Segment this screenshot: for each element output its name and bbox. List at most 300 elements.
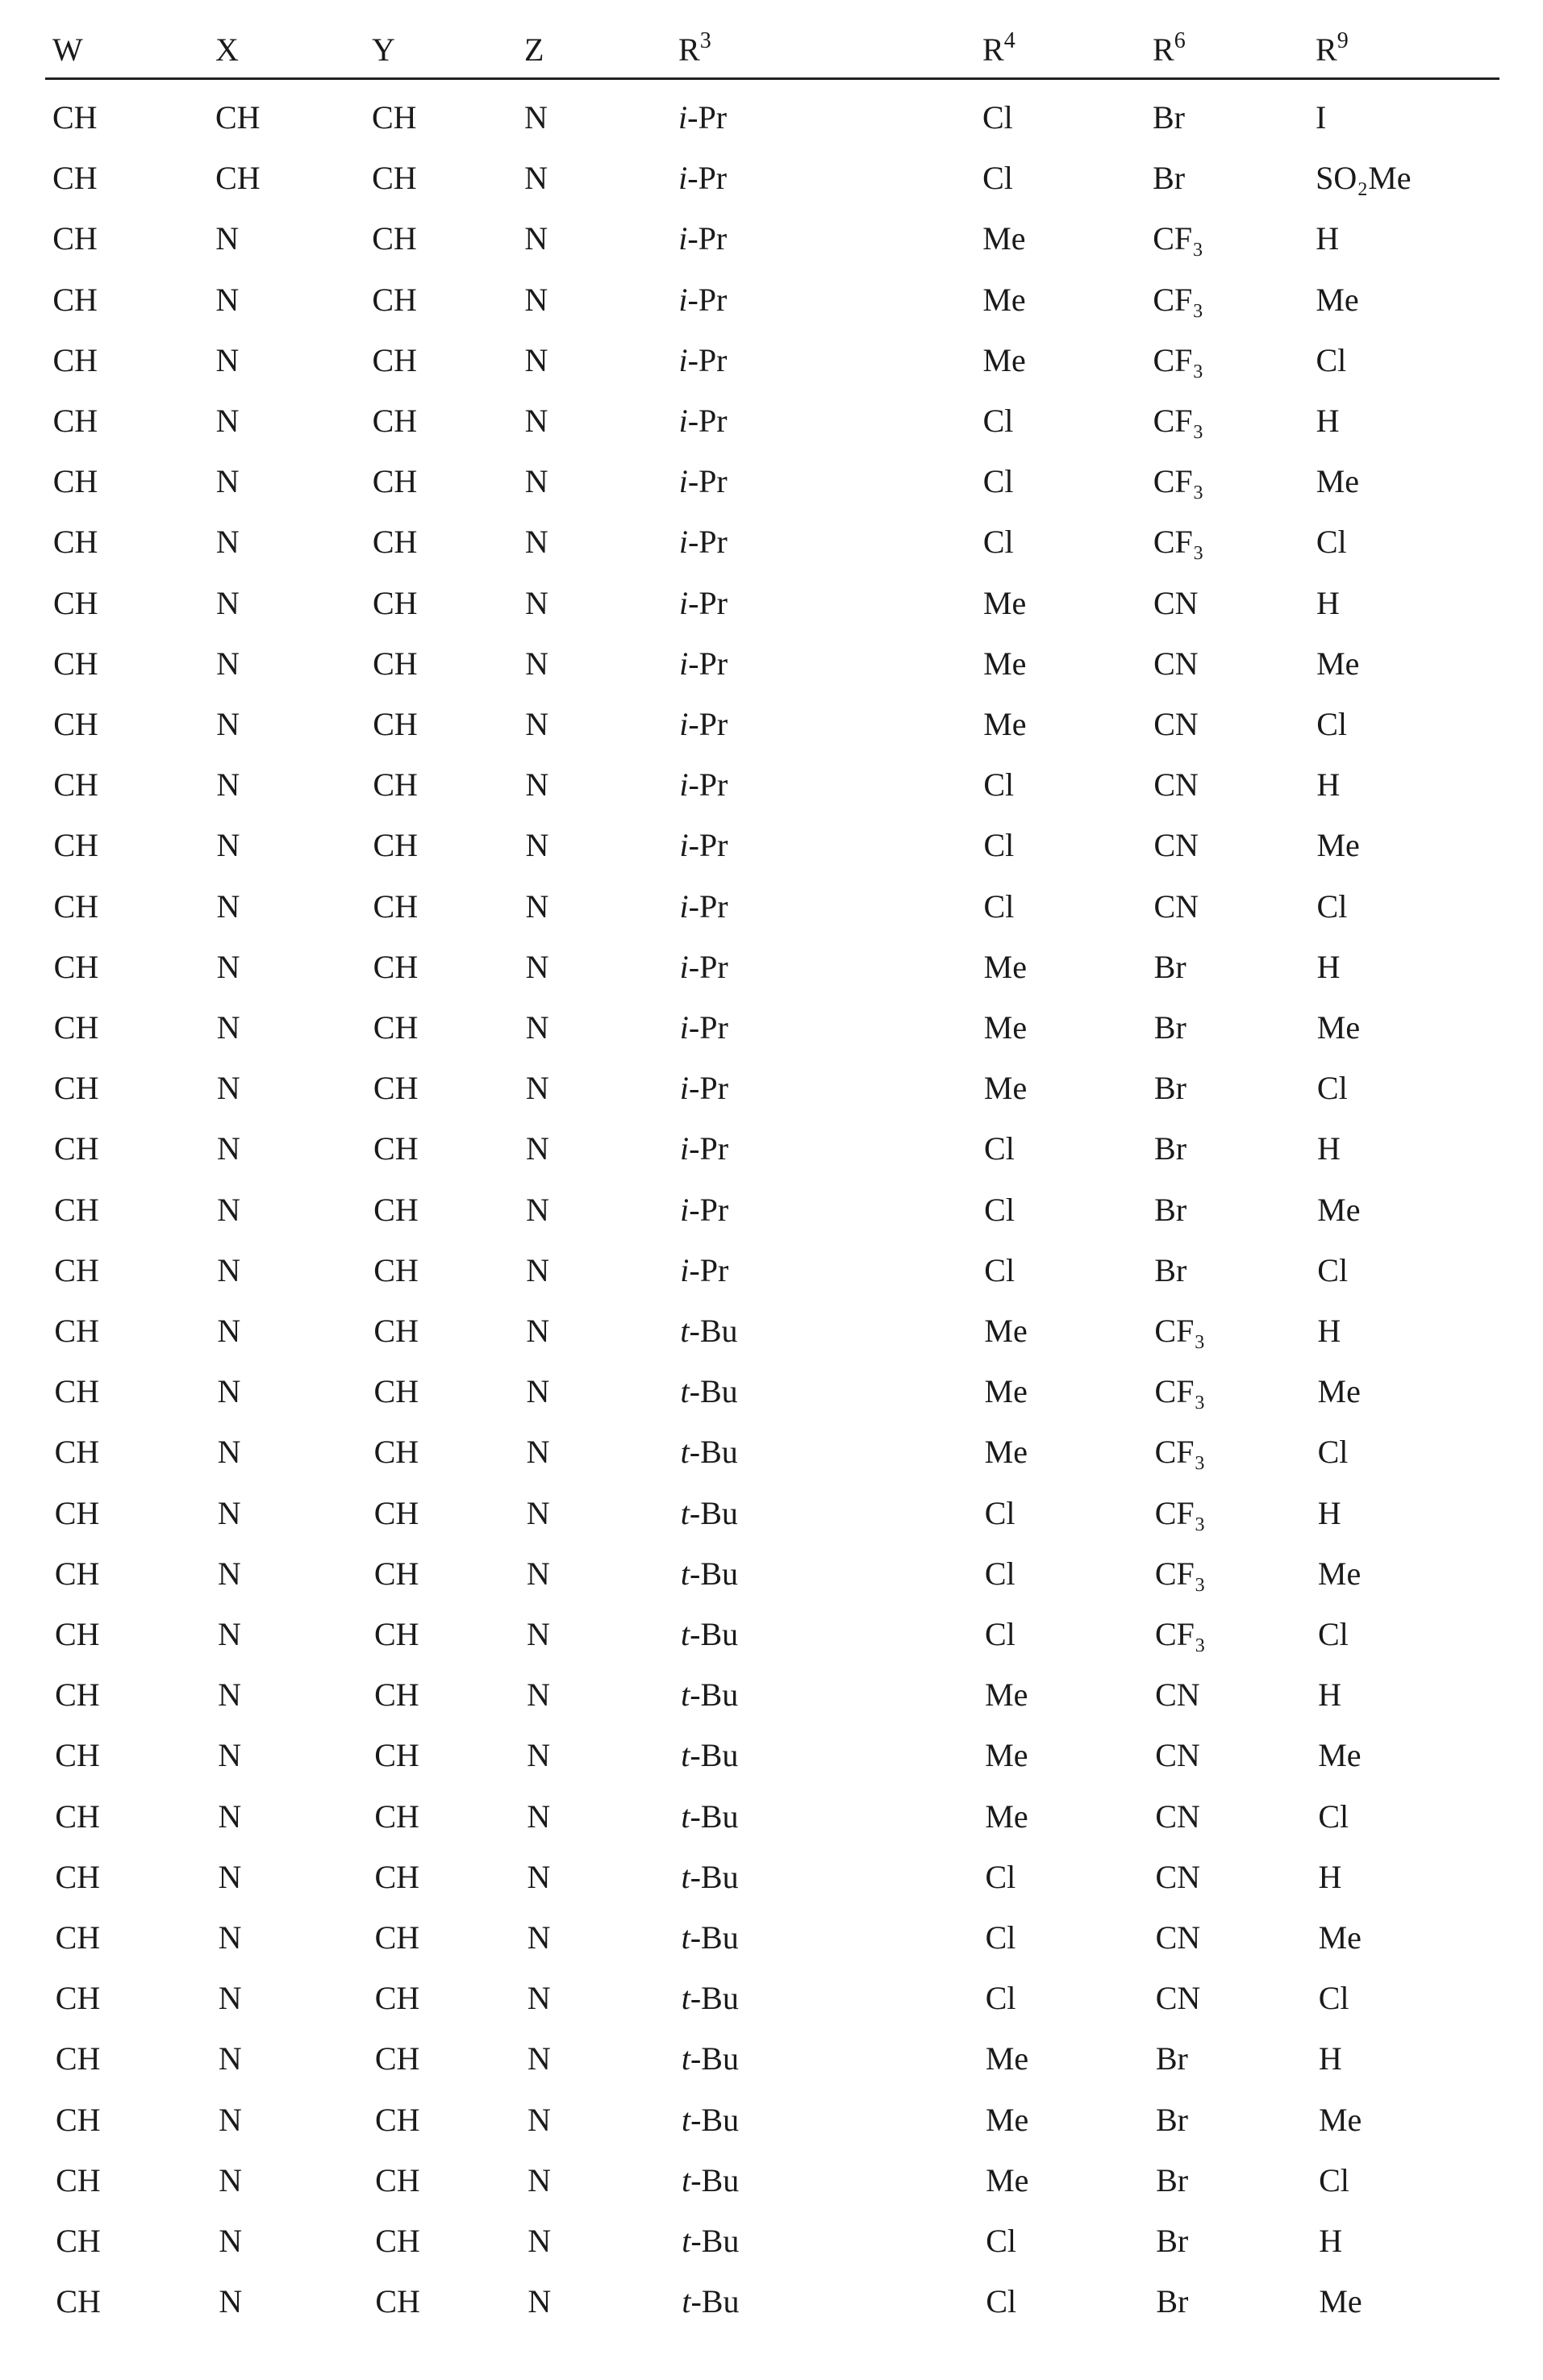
cell-y: CH	[374, 1494, 419, 1532]
cell-z: N	[524, 281, 548, 319]
cell-r9: H	[1316, 584, 1340, 622]
cell-y: CH	[372, 159, 417, 197]
cell-r4: Cl	[984, 887, 1015, 925]
table-row	[0, 281, 1543, 341]
cell-x: N	[215, 281, 239, 319]
cell-r9: Me	[1318, 1736, 1361, 1774]
cell-r4: Me	[985, 1676, 1028, 1714]
cell-r4: Me	[985, 1372, 1028, 1410]
cell-z: N	[527, 1372, 550, 1410]
cell-x: N	[219, 2282, 242, 2320]
cell-r3: t-Bu	[682, 2161, 739, 2199]
cell-w: CH	[54, 948, 99, 986]
table-row	[0, 1858, 1543, 1919]
cell-x: N	[219, 2222, 242, 2260]
cell-w: CH	[54, 1129, 99, 1167]
cell-r4: Cl	[986, 1919, 1016, 1956]
cell-y: CH	[373, 1191, 419, 1229]
table-row	[0, 1979, 1543, 2040]
cell-w: CH	[55, 1676, 100, 1714]
cell-z: N	[527, 1798, 550, 1835]
cell-x: N	[215, 341, 239, 379]
cell-r9: I	[1316, 98, 1326, 136]
cell-x: N	[219, 2101, 242, 2139]
cell-z: N	[525, 705, 548, 743]
cell-r3: i-Pr	[678, 341, 727, 379]
cell-r4: Cl	[986, 2282, 1016, 2320]
cell-r6: Br	[1154, 1191, 1186, 1229]
cell-y: CH	[375, 1979, 420, 2017]
cell-r4: Me	[986, 2161, 1028, 2199]
cell-w: CH	[54, 887, 99, 925]
cell-r6: CF₃	[1153, 523, 1204, 561]
cell-w: CH	[53, 402, 98, 440]
cell-y: CH	[375, 2101, 420, 2139]
cell-r4: Cl	[982, 98, 1013, 136]
cell-r9: Cl	[1316, 523, 1347, 561]
column-header-r9	[1316, 31, 1349, 71]
cell-r6: Br	[1156, 2222, 1188, 2260]
cell-r6: Br	[1156, 2101, 1188, 2139]
cell-w: CH	[54, 1069, 99, 1107]
cell-z: N	[524, 159, 548, 197]
cell-r4: Cl	[983, 766, 1014, 804]
cell-r4: Cl	[983, 523, 1014, 561]
cell-w: CH	[54, 1191, 99, 1229]
cell-y: CH	[373, 766, 418, 804]
cell-y: CH	[373, 645, 418, 683]
table-row	[0, 2161, 1543, 2222]
cell-r4: Cl	[986, 2222, 1016, 2260]
cell-z: N	[528, 1919, 551, 1956]
cell-r3: i-Pr	[678, 159, 727, 197]
cell-r4: Me	[984, 1312, 1027, 1350]
cell-x: CH	[215, 98, 261, 136]
cell-x: CH	[215, 159, 261, 197]
table-row	[0, 1433, 1543, 1493]
header-base: Z	[524, 31, 544, 68]
cell-r9: Me	[1319, 2282, 1362, 2320]
cell-x: N	[216, 766, 240, 804]
cell-x: N	[218, 1372, 241, 1410]
cell-w: CH	[53, 523, 98, 561]
cell-y: CH	[374, 1433, 419, 1471]
cell-y: CH	[374, 1798, 419, 1835]
table-row	[0, 948, 1543, 1008]
cell-r9: Me	[1319, 1919, 1362, 1956]
cell-x: N	[218, 1555, 241, 1593]
cell-r6: CN	[1153, 584, 1199, 622]
cell-r4: Me	[982, 341, 1025, 379]
cell-y: CH	[374, 1858, 419, 1896]
table-row	[0, 159, 1543, 219]
cell-y: CH	[374, 1555, 419, 1593]
cell-x: N	[216, 705, 240, 743]
cell-x: N	[218, 1494, 241, 1532]
cell-z: N	[527, 1676, 550, 1714]
cell-r4: Cl	[983, 402, 1014, 440]
cell-y: CH	[373, 1008, 419, 1046]
header-superscript: 6	[1174, 28, 1186, 53]
cell-w: CH	[56, 2282, 101, 2320]
header-base: W	[52, 31, 83, 68]
column-header-z	[524, 31, 544, 71]
cell-r4: Me	[984, 948, 1027, 986]
cell-r6: CN	[1153, 645, 1199, 683]
cell-x: N	[216, 523, 240, 561]
cell-r3: t-Bu	[681, 1615, 738, 1653]
header-superscript: 9	[1337, 28, 1349, 53]
cell-y: CH	[374, 1676, 419, 1714]
header-superscript: 4	[1004, 28, 1015, 53]
table-row	[0, 705, 1543, 766]
cell-w: CH	[55, 1372, 100, 1410]
cell-w: CH	[56, 2222, 101, 2260]
cell-r3: i-Pr	[680, 1251, 728, 1289]
cell-z: N	[525, 826, 548, 864]
table-row	[0, 341, 1543, 402]
cell-r9: Me	[1316, 826, 1359, 864]
header-base: R	[1153, 31, 1174, 68]
cell-r9: Cl	[1317, 1251, 1348, 1289]
cell-r3: i-Pr	[680, 887, 728, 925]
cell-z: N	[525, 584, 548, 622]
cell-w: CH	[54, 1312, 99, 1350]
table-row	[0, 1191, 1543, 1251]
cell-r9: Cl	[1318, 1798, 1349, 1835]
cell-z: N	[525, 402, 548, 440]
cell-z: N	[527, 1736, 550, 1774]
cell-z: N	[527, 1433, 550, 1471]
cell-r6: CF₃	[1154, 1312, 1205, 1350]
cell-r9: Me	[1316, 462, 1359, 500]
header-superscript: 3	[700, 28, 711, 53]
cell-z: N	[526, 1312, 549, 1350]
cell-r3: t-Bu	[682, 1979, 739, 2017]
cell-r9: H	[1318, 1676, 1341, 1714]
cell-r9: Cl	[1317, 887, 1348, 925]
cell-y: CH	[373, 1129, 419, 1167]
table-row	[0, 887, 1543, 948]
cell-y: CH	[373, 402, 418, 440]
cell-r6: CF₃	[1155, 1494, 1206, 1532]
cell-x: N	[216, 826, 240, 864]
cell-r3: i-Pr	[680, 948, 728, 986]
cell-r6: Br	[1154, 1008, 1186, 1046]
cell-r6: CF₃	[1153, 281, 1203, 319]
cell-r6: Br	[1154, 948, 1186, 986]
cell-r3: t-Bu	[682, 2222, 739, 2260]
cell-r9: Cl	[1319, 1979, 1349, 2017]
cell-r6: CN	[1155, 1736, 1200, 1774]
column-header-r6	[1153, 31, 1186, 71]
column-header-w	[52, 31, 83, 71]
cell-z: N	[524, 98, 548, 136]
header-base: R	[982, 31, 1004, 68]
cell-w: CH	[55, 1433, 100, 1471]
cell-r4: Cl	[984, 1191, 1015, 1229]
cell-r4: Me	[984, 1069, 1027, 1107]
cell-w: CH	[55, 1494, 100, 1532]
cell-y: CH	[373, 887, 419, 925]
cell-r4: Cl	[986, 1979, 1016, 2017]
table-row	[0, 98, 1543, 159]
cell-r3: t-Bu	[681, 1736, 738, 1774]
cell-r6: CN	[1155, 1858, 1200, 1896]
table-row	[0, 1312, 1543, 1372]
cell-y: CH	[374, 1615, 419, 1653]
cell-r6: Br	[1154, 1069, 1186, 1107]
cell-r9: H	[1319, 2040, 1342, 2077]
cell-r3: t-Bu	[682, 2282, 739, 2320]
cell-r9: Me	[1318, 1555, 1361, 1593]
cell-x: N	[217, 1312, 240, 1350]
cell-x: N	[218, 1433, 241, 1471]
cell-r9: Cl	[1316, 341, 1346, 379]
cell-y: CH	[373, 1069, 419, 1107]
cell-r9: H	[1316, 766, 1340, 804]
header-base: R	[1316, 31, 1337, 68]
cell-r4: Cl	[984, 1129, 1015, 1167]
cell-r9: Me	[1319, 2101, 1362, 2139]
table-row	[0, 1251, 1543, 1312]
cell-w: CH	[53, 462, 98, 500]
table-row	[0, 1008, 1543, 1069]
cell-r4: Me	[983, 645, 1026, 683]
table-row	[0, 1129, 1543, 1190]
cell-r4: Me	[985, 1433, 1028, 1471]
cell-r6: Br	[1154, 1129, 1186, 1167]
cell-x: N	[218, 1736, 241, 1774]
cell-r3: t-Bu	[682, 1919, 739, 1956]
cell-y: CH	[375, 2222, 420, 2260]
cell-r3: i-Pr	[680, 1129, 728, 1167]
cell-z: N	[526, 1251, 549, 1289]
cell-y: CH	[372, 281, 417, 319]
cell-x: N	[217, 1008, 240, 1046]
cell-r9: H	[1317, 1129, 1341, 1167]
cell-r3: i-Pr	[679, 645, 728, 683]
cell-r4: Me	[983, 705, 1026, 743]
cell-r3: i-Pr	[679, 826, 728, 864]
cell-r3: t-Bu	[681, 1555, 738, 1593]
cell-z: N	[528, 2282, 551, 2320]
cell-r3: t-Bu	[681, 1858, 738, 1896]
table-row	[0, 766, 1543, 826]
cell-y: CH	[372, 219, 417, 257]
cell-r4: Cl	[983, 462, 1014, 500]
cell-r9: H	[1316, 219, 1339, 257]
cell-z: N	[528, 2040, 551, 2077]
cell-z: N	[526, 1191, 549, 1229]
cell-w: CH	[53, 584, 98, 622]
cell-y: CH	[372, 341, 417, 379]
cell-y: CH	[374, 1736, 419, 1774]
table-row	[0, 1494, 1543, 1555]
cell-y: CH	[373, 948, 419, 986]
cell-w: CH	[55, 1798, 100, 1835]
cell-r4: Cl	[982, 159, 1013, 197]
cell-r6: Br	[1156, 2282, 1188, 2320]
cell-r6: CF₃	[1155, 1372, 1206, 1410]
cell-r9: Me	[1317, 1191, 1360, 1229]
table-row	[0, 1372, 1543, 1433]
cell-r9: SO₂Me	[1316, 159, 1411, 197]
cell-r4: Me	[982, 219, 1025, 257]
cell-w: CH	[54, 1008, 99, 1046]
header-base: Y	[372, 31, 395, 68]
cell-w: CH	[56, 2101, 101, 2139]
cell-r6: Br	[1153, 98, 1185, 136]
cell-y: CH	[373, 1312, 419, 1350]
cell-x: N	[217, 887, 240, 925]
cell-w: CH	[52, 341, 98, 379]
cell-z: N	[528, 2161, 551, 2199]
cell-r6: CN	[1155, 1676, 1200, 1714]
cell-z: N	[524, 341, 548, 379]
cell-r4: Cl	[985, 1858, 1015, 1896]
table-row	[0, 2222, 1543, 2282]
cell-r6: CF₃	[1155, 1615, 1206, 1653]
cell-w: CH	[56, 2040, 101, 2077]
cell-x: N	[218, 1798, 241, 1835]
table-row	[0, 645, 1543, 705]
cell-r3: i-Pr	[679, 766, 728, 804]
cell-r6: CF₃	[1153, 402, 1204, 440]
table-row	[0, 2040, 1543, 2100]
table-row	[0, 1676, 1543, 1736]
cell-r3: t-Bu	[681, 1433, 738, 1471]
cell-r9: Cl	[1316, 705, 1347, 743]
cell-r6: CF₃	[1155, 1433, 1206, 1471]
cell-r3: i-Pr	[680, 1069, 728, 1107]
cell-r3: i-Pr	[679, 402, 728, 440]
cell-z: N	[527, 1615, 550, 1653]
table-row	[0, 219, 1543, 280]
cell-y: CH	[373, 1251, 419, 1289]
cell-r4: Me	[983, 584, 1026, 622]
cell-r6: CN	[1153, 766, 1199, 804]
cell-r4: Me	[982, 281, 1025, 319]
cell-x: N	[217, 1069, 240, 1107]
cell-y: CH	[373, 523, 418, 561]
cell-z: N	[527, 1494, 550, 1532]
cell-r4: Cl	[983, 826, 1014, 864]
cell-r6: Br	[1154, 1251, 1186, 1289]
table-row	[0, 462, 1543, 523]
column-header-x	[215, 31, 239, 71]
cell-r3: i-Pr	[678, 219, 727, 257]
cell-r9: Cl	[1319, 2161, 1349, 2199]
table-row	[0, 826, 1543, 887]
cell-y: CH	[373, 462, 418, 500]
cell-w: CH	[55, 1615, 100, 1653]
cell-r9: H	[1317, 1312, 1341, 1350]
cell-z: N	[527, 1555, 550, 1593]
cell-y: CH	[375, 1919, 420, 1956]
cell-x: N	[217, 1251, 240, 1289]
column-header-y	[372, 31, 395, 71]
cell-z: N	[525, 462, 548, 500]
cell-w: CH	[53, 645, 98, 683]
cell-x: N	[218, 1676, 241, 1714]
cell-r6: CF₃	[1155, 1555, 1206, 1593]
cell-z: N	[525, 523, 548, 561]
cell-z: N	[525, 766, 548, 804]
cell-r6: CN	[1154, 887, 1199, 925]
cell-x: N	[219, 2040, 242, 2077]
table-row	[0, 2101, 1543, 2161]
cell-r4: Me	[986, 2040, 1028, 2077]
cell-w: CH	[55, 1555, 100, 1593]
cell-w: CH	[56, 1979, 101, 2017]
cell-x: N	[217, 948, 240, 986]
table-row	[0, 402, 1543, 462]
cell-r3: t-Bu	[680, 1312, 737, 1350]
cell-z: N	[527, 1858, 550, 1896]
cell-r9: Cl	[1318, 1615, 1349, 1653]
cell-r6: CN	[1156, 1919, 1201, 1956]
cell-z: N	[526, 1129, 549, 1167]
cell-y: CH	[375, 2040, 420, 2077]
column-header-r4	[982, 31, 1015, 71]
cell-r4: Me	[985, 1736, 1028, 1774]
cell-z: N	[526, 948, 549, 986]
cell-r6: CN	[1155, 1798, 1200, 1835]
cell-r9: Me	[1316, 645, 1359, 683]
cell-y: CH	[375, 2161, 420, 2199]
cell-w: CH	[55, 1736, 100, 1774]
cell-r6: CF₃	[1153, 341, 1203, 379]
table-row	[0, 1919, 1543, 1979]
cell-r6: CF₃	[1153, 462, 1204, 500]
cell-r4: Cl	[984, 1251, 1015, 1289]
cell-x: N	[215, 219, 239, 257]
cell-r3: t-Bu	[682, 2040, 739, 2077]
cell-x: N	[218, 1858, 241, 1896]
cell-r3: i-Pr	[680, 1191, 728, 1229]
cell-w: CH	[52, 98, 98, 136]
cell-z: N	[525, 645, 548, 683]
cell-x: N	[219, 1979, 242, 2017]
cell-w: CH	[53, 705, 98, 743]
cell-r3: i-Pr	[678, 281, 727, 319]
cell-x: N	[219, 2161, 242, 2199]
cell-r3: t-Bu	[682, 2101, 739, 2139]
cell-w: CH	[56, 1919, 101, 1956]
cell-x: N	[216, 645, 240, 683]
cell-r3: t-Bu	[681, 1372, 738, 1410]
cell-x: N	[216, 402, 240, 440]
table-row	[0, 1615, 1543, 1676]
cell-r3: i-Pr	[679, 705, 728, 743]
cell-x: N	[216, 584, 240, 622]
cell-w: CH	[53, 826, 98, 864]
cell-r4: Cl	[985, 1555, 1015, 1593]
header-base: X	[215, 31, 239, 68]
cell-x: N	[217, 1191, 240, 1229]
column-header-r3	[678, 31, 711, 71]
cell-z: N	[528, 2101, 551, 2139]
cell-z: N	[528, 1979, 551, 2017]
cell-r6: CN	[1153, 705, 1199, 743]
cell-r4: Cl	[985, 1615, 1015, 1653]
cell-y: CH	[375, 2282, 420, 2320]
cell-r9: H	[1317, 948, 1341, 986]
cell-w: CH	[55, 1858, 100, 1896]
cell-r3: t-Bu	[681, 1798, 738, 1835]
cell-r9: Me	[1318, 1372, 1361, 1410]
